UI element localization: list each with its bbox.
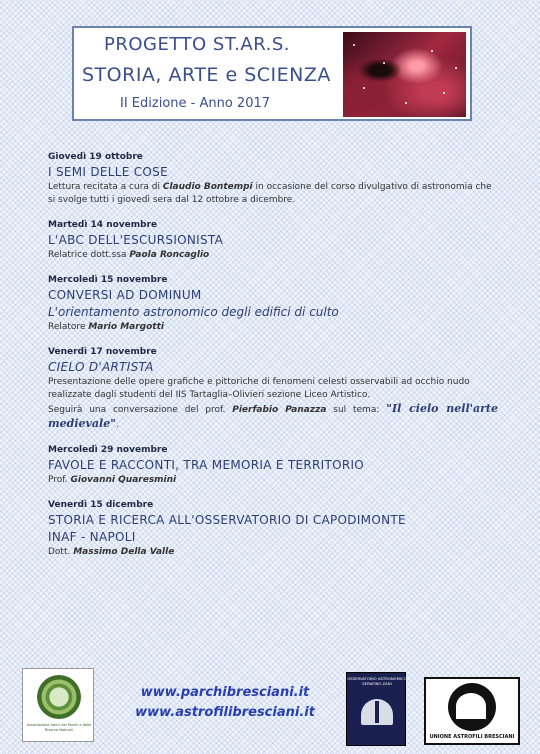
event-title: L'ABC DELL'ESCURSIONISTA: [48, 233, 224, 247]
event-date: Mercoledì 15 novembre: [48, 275, 168, 285]
event-speaker: Dott. Massimo Della Valle: [48, 547, 175, 557]
header-box: [72, 26, 472, 121]
parks-association-logo: [22, 668, 94, 742]
observatory-logo: [346, 672, 406, 746]
reader-name: Claudio Bontempi: [162, 182, 253, 192]
event-item: [48, 150, 498, 207]
logo-caption: OSSERVATORIO ASTRONOMICO SERAFINO ZANI: [347, 676, 407, 686]
event-date: Venerdì 15 dicembre: [48, 500, 154, 510]
event-title: CIELO D'ARTISTA: [48, 360, 154, 374]
event-title: FAVOLE E RACCONTI, TRA MEMORIA E TERRITORIO: [48, 458, 365, 472]
event-speaker: Prof. Giovanni Quaresmini: [48, 475, 177, 485]
logo-caption: UNIONE ASTROFILI BRESCIANI: [429, 734, 515, 740]
event-subtitle: L'orientamento astronomico degli edifici di culto: [48, 305, 339, 319]
event-title: CONVERSI AD DOMINUM: [48, 288, 202, 302]
logo-caption: Associazione Amici dei Parchi e delle Riserve Naturali: [26, 723, 92, 732]
project-subtitle: STORIA, ARTE e SCIENZA: [82, 64, 331, 86]
nebula-image: [343, 32, 466, 117]
footer-links: [120, 683, 330, 723]
event-title-line2: INAF - NAPOLI: [48, 530, 136, 544]
event-description: Presentazione delle opere grafiche e pittoriche di fenomeni celesti osservabili ad occhio nudo realizzate dagli studenti del IIS Tartaglia–Olivieri sezione Liceo Artistico.: [48, 377, 470, 400]
event-title: I SEMI DELLE COSE: [48, 165, 168, 179]
event-note: Seguirà una conversazione del prof. Pierfabio Panazza sul tema: "Il cielo nell'arte medievale".: [48, 402, 499, 430]
event-date: Venerdì 17 novembre: [48, 347, 157, 357]
event-item: [48, 218, 498, 262]
event-date: Giovedì 19 ottobre: [48, 152, 143, 162]
edition-label: II Edizione - Anno 2017: [120, 96, 271, 111]
event-speaker: Relatrice dott.ssa Paola Roncaglio: [48, 250, 210, 260]
project-title: PROGETTO ST.AR.S.: [104, 34, 290, 55]
event-date: Mercoledì 29 novembre: [48, 445, 168, 455]
sun-wreath-icon: [37, 675, 81, 719]
event-item: [48, 498, 498, 559]
event-title: STORIA E RICERCA ALL'OSSERVATORIO DI CAPODIMONTE: [48, 513, 406, 527]
parchi-link[interactable]: www.parchibresciani.it: [140, 685, 310, 700]
event-item: [48, 273, 498, 334]
event-item: [48, 345, 498, 432]
event-date: Martedì 14 novembre: [48, 220, 158, 230]
event-description: Lettura recitata a cura di Claudio Bontempi in occasione del corso divulgativo di astronomia che si svolge tutti i giovedì sera dal 12 ottobre a dicembre.: [48, 182, 492, 205]
events-list: [48, 150, 498, 570]
astrofili-link[interactable]: www.astrofilibresciani.it: [135, 705, 315, 720]
astrofili-logo: [424, 677, 520, 745]
event-speaker: Relatore Mario Margotti: [48, 322, 164, 332]
event-item: [48, 443, 498, 487]
